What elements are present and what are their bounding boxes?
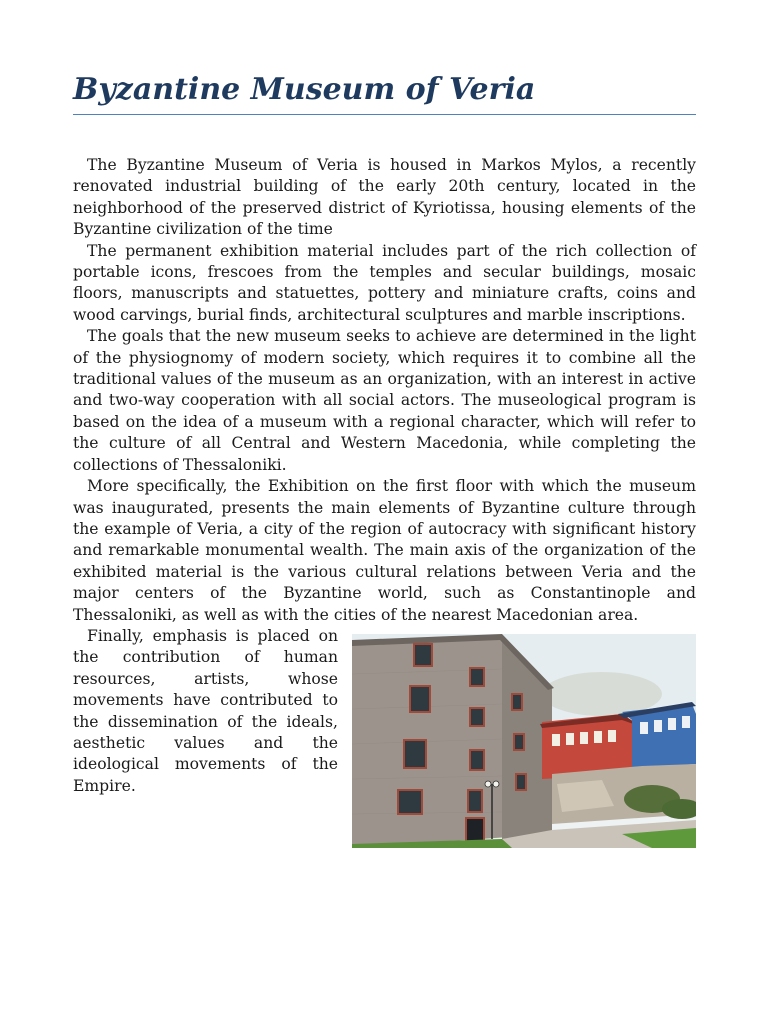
article-body xyxy=(73,155,696,854)
paragraph-2: The permanent exhibition material includes part of the rich collection of portable icons, frescoes from the temples and secular buildings, mosaic floors, manuscripts and statuettes, pottery and miniature crafts, coins and wood carvings, burial finds, architectural sculptures and marble inscriptions. xyxy=(73,241,696,324)
title-underline xyxy=(73,114,696,115)
page-title: Byzantine Museum of Veria xyxy=(73,72,536,107)
paragraph-1: The Byzantine Museum of Veria is housed in Markos Mylos, a recently renovated industrial building of the early 20th century, located in the neighborhood of the preserved district of Kyriotissa, housing elements of the Byzantine civilization of the time xyxy=(73,156,696,239)
paragraph-4: More specifically, the Exhibition on the first floor with which the museum was inaugurated, presents the main elements of Byzantine culture through the example of Veria, a city of the region of autocracy with significant history and remarkable monumental wealth. The main axis of the organization of the exhibited material is the various cultural relations between Veria and the major centers of the Byzantine world, such as Constantinople and Thessaloniki, as well as with the cities of the nearest Macedonian area. xyxy=(73,477,696,624)
museum-building-photo xyxy=(352,634,696,848)
paragraph-3: The goals that the new museum seeks to achieve are determined in the light of the physiognomy of modern society, which requires it to combine all the traditional values of the museum as an organization, with an interest in active and two-way cooperation with all social actors. The museological program is based on the idea of a museum with a regional character, which will refer to the culture of all Central and Western Macedonia, while completing the collections of Thessaloniki. xyxy=(73,327,696,474)
paragraph-5: Finally, emphasis is placed on the contribution of human resources, artists, whose movements have contributed to the dissemination of the ideals, aesthetic values and the ideological movements of the Empire. xyxy=(73,626,338,795)
